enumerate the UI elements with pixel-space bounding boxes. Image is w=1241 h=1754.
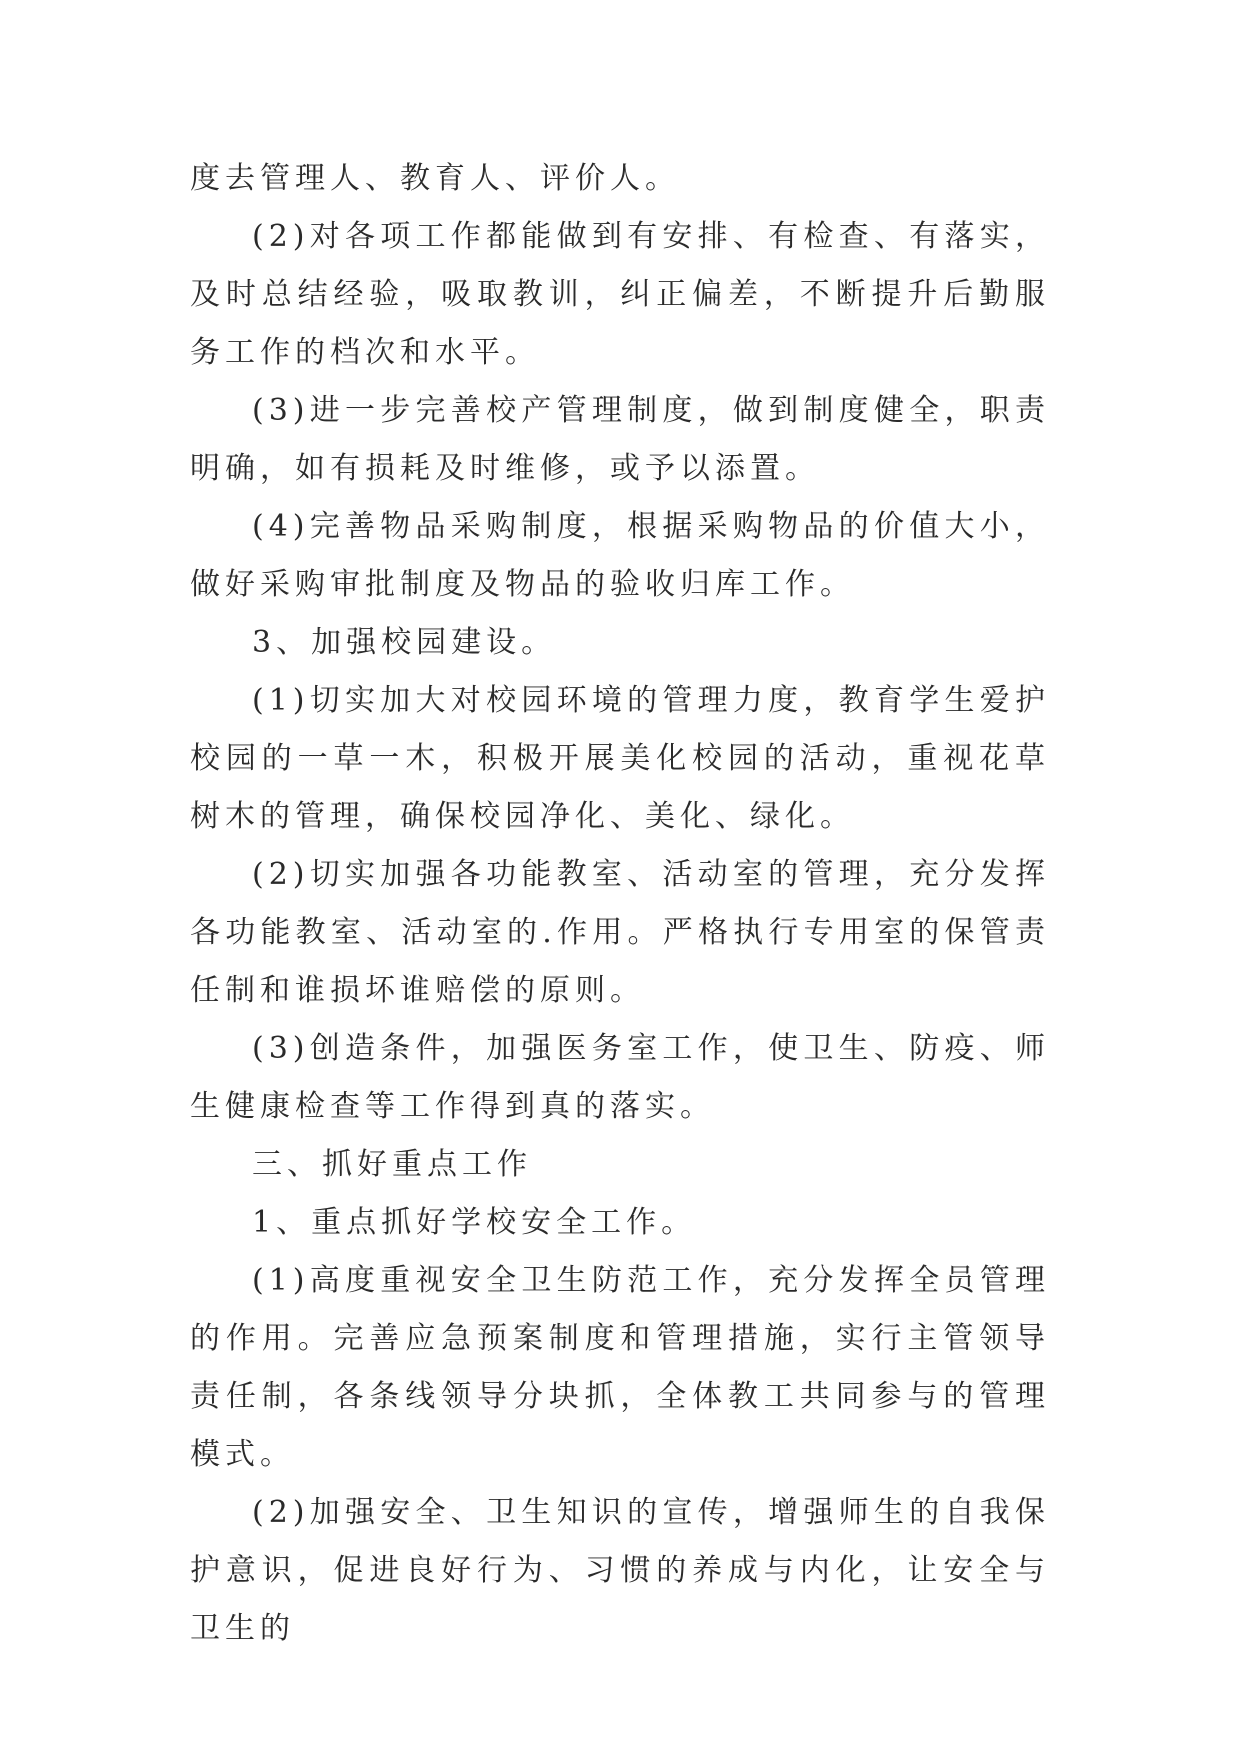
paragraph-item-3: (3)创造条件，加强医务室工作，使卫生、防疫、师生健康检查等工作得到真的落实。	[190, 1031, 1050, 1124]
document-body	[190, 150, 1050, 1658]
paragraph-item-2: (2)切实加强各功能教室、活动室的管理，充分发挥各功能教室、活动室的.作用。严格执行专用室的保管责任制和谁损坏谁赔偿的原则。	[190, 857, 1050, 1008]
paragraph-continuation: 度去管理人、教育人、评价人。	[190, 161, 680, 196]
paragraph-item-2: (2)加强安全、卫生知识的宣传，增强师生的自我保护意识，促进良好行为、习惯的养成与内化，让安全与卫生的	[190, 1495, 1050, 1646]
paragraph-item-4: (4)完善物品采购制度，根据采购物品的价值大小，做好采购审批制度及物品的验收归库工作。	[190, 509, 1050, 602]
subsection-heading-safety: 1、重点抓好学校安全工作。	[252, 1205, 697, 1240]
paragraph-item-3: (3)进一步完善校产管理制度，做到制度健全，职责明确，如有损耗及时维修，或予以添置。	[190, 393, 1050, 486]
paragraph-item-1: (1)切实加大对校园环境的管理力度，教育学生爱护校园的一草一木，积极开展美化校园的活动，重视花草树木的管理，确保校园净化、美化、绿化。	[190, 683, 1050, 834]
section-heading-campus: 3、加强校园建设。	[252, 625, 557, 660]
paragraph-item-1: (1)高度重视安全卫生防范工作，充分发挥全员管理的作用。完善应急预案制度和管理措施，实行主管领导责任制，各条线领导分块抓，全体教工共同参与的管理模式。	[190, 1263, 1050, 1472]
paragraph-item-2: (2)对各项工作都能做到有安排、有检查、有落实，及时总结经验，吸取教训，纠正偏差，不断提升后勤服务工作的档次和水平。	[190, 219, 1050, 370]
section-heading-key-work: 三、抓好重点工作	[252, 1147, 532, 1182]
